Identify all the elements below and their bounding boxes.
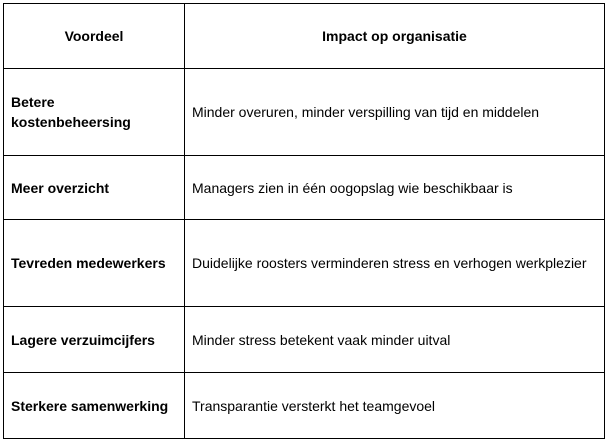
table-header-row: [4, 4, 605, 69]
benefits-table-container: [3, 3, 604, 439]
impact-cell: Managers zien in één oogopslag wie beschikbaar is: [185, 156, 605, 220]
impact-cell: Minder overuren, minder verspilling van tijd en middelen: [185, 69, 605, 156]
voordeel-cell: Lagere verzuimcijfers: [4, 307, 185, 373]
table-row: [4, 373, 605, 439]
voordeel-cell: Tevreden medewerkers: [4, 220, 185, 307]
benefits-table: [3, 3, 605, 439]
table-row: [4, 307, 605, 373]
impact-cell: Minder stress betekent vaak minder uitval: [185, 307, 605, 373]
table-row: [4, 69, 605, 156]
impact-cell: Transparantie versterkt het teamgevoel: [185, 373, 605, 439]
table-row: [4, 156, 605, 220]
voordeel-cell: Betere kostenbeheersing: [4, 69, 185, 156]
table-row: [4, 220, 605, 307]
voordeel-cell: Sterkere samenwerking: [4, 373, 185, 439]
impact-cell: Duidelijke roosters verminderen stress en verhogen werkplezier: [185, 220, 605, 307]
header-voordeel: Voordeel: [4, 4, 185, 69]
header-impact-op-organisatie: Impact op organisatie: [185, 4, 605, 69]
voordeel-cell: Meer overzicht: [4, 156, 185, 220]
